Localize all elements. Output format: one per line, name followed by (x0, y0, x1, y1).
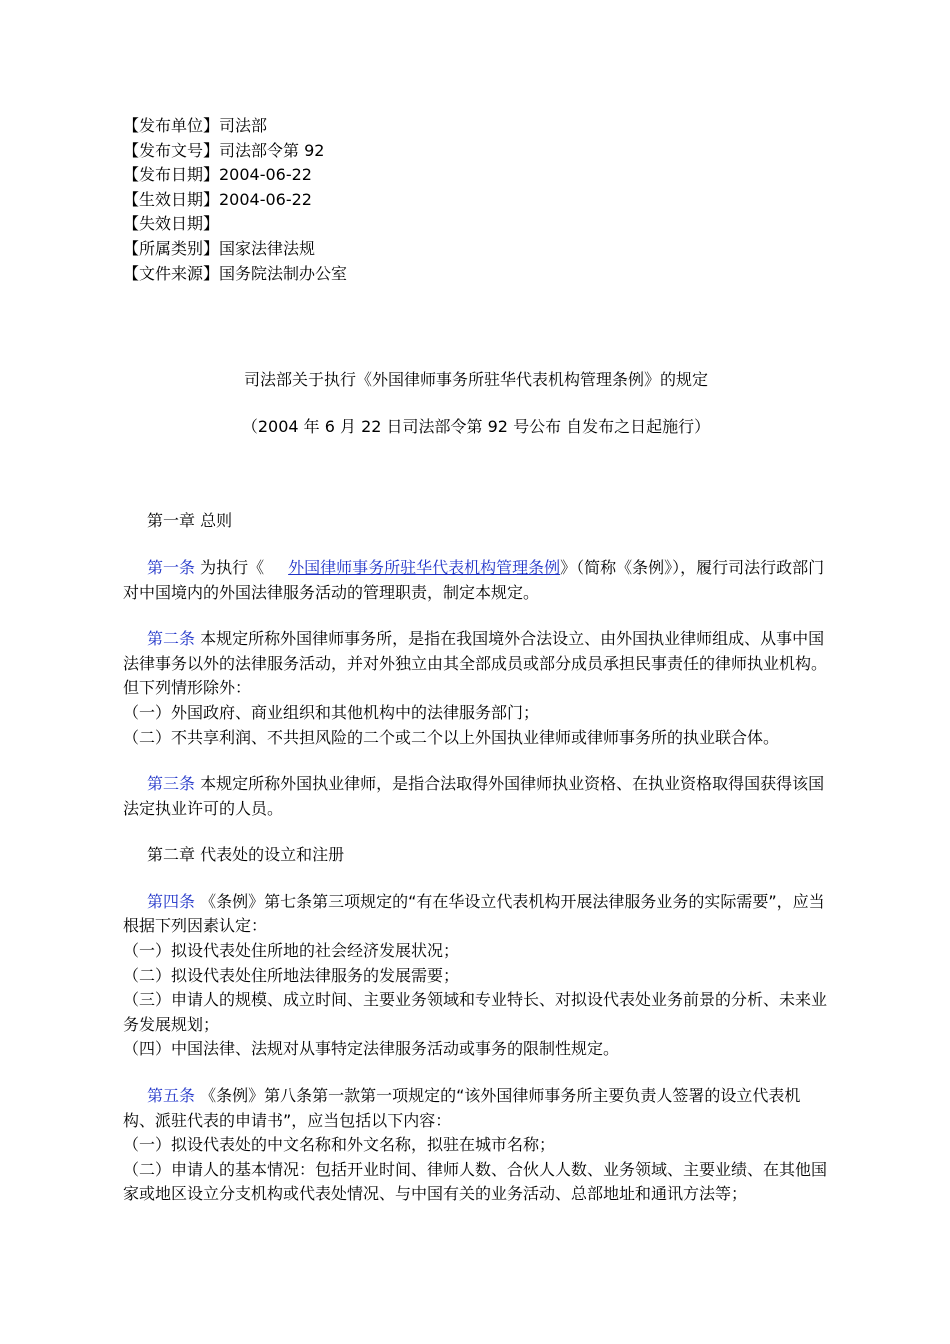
article-1 (123, 556, 829, 605)
article-2-item: （一）外国政府、商业组织和其他机构中的法律服务部门； (123, 702, 540, 722)
meta-expiry-date: 【失效日期】 (123, 214, 220, 234)
meta-publish-date: 【发布日期】2004-06-22 (123, 165, 312, 185)
article-3 (123, 772, 829, 821)
article-4 (123, 890, 829, 939)
article-2-label[interactable]: 第二条 (147, 629, 196, 649)
document-title: 司法部关于执行《外国律师事务所驻华代表机构管理条例》的规定 (243, 370, 708, 390)
document-subtitle: （2004 年 6 月 22 日司法部令第 92 号公布 自发布之日起施行） (241, 416, 711, 436)
article-4-item: （一）拟设代表处住所地的社会经济发展状况； (123, 941, 460, 961)
chapter-heading-1: 第一章 总则 (147, 511, 233, 531)
regulation-link[interactable]: 外国律师事务所驻华代表机构管理条例 (288, 557, 561, 577)
article-4-item: （二）拟设代表处住所地法律服务的发展需要； (123, 965, 460, 985)
meta-doc-number: 【发布文号】司法部令第 92 (123, 140, 325, 160)
article-4-item: （四）中国法律、法规对从事特定法律服务活动或事务的限制性规定。 (123, 1039, 620, 1059)
metadata-block (123, 114, 829, 286)
article-3-text: 本规定所称外国执业律师，是指合法取得外国律师执业资格、在执业资格取得国获得该国法定执业许可的人员。 (123, 774, 825, 818)
article-5-item: （一）拟设代表处的中文名称和外文名称，拟驻在城市名称； (123, 1135, 556, 1155)
article-4-item: （三）申请人的规模、成立时间、主要业务领域和专业特长、对拟设代表处业务前景的分析、未来业务发展规划； (123, 990, 828, 1034)
meta-category: 【所属类别】国家法律法规 (123, 238, 316, 258)
article-1-label[interactable]: 第一条 (147, 557, 196, 577)
article-2-text: 本规定所称外国律师事务所，是指在我国境外合法设立、由外国执业律师组成、从事中国法律事务以外的法律服务活动，并对外独立由其全部成员或部分成员承担民事责任的律师执业机构。但下列情形除外： (123, 629, 828, 698)
article-1-text-post: 》（简称《条例》），履行司法行政部门对中国境内的外国法律服务活动的管理职责，制定本规定。 (123, 557, 825, 602)
article-1-text-pre: 为执行《 (195, 557, 265, 577)
article-5-label[interactable]: 第五条 (147, 1086, 196, 1106)
article-2-item: （二）不共享利润、不共担风险的二个或二个以上外国执业律师或律师事务所的执业联合体。 (123, 727, 780, 747)
chapter-heading-2: 第二章 代表处的设立和注册 (147, 845, 345, 865)
article-5 (123, 1084, 829, 1133)
article-3-label[interactable]: 第三条 (147, 774, 196, 794)
meta-source: 【文件来源】国务院法制办公室 (123, 263, 348, 283)
meta-effective-date: 【生效日期】2004-06-22 (123, 189, 312, 209)
meta-issuer: 【发布单位】司法部 (123, 116, 268, 135)
article-5-item: （二）申请人的基本情况：包括开业时间、律师人数、合伙人人数、业务领域、主要业绩、在其他国家或地区设立分支机构或代表处情况、与中国有关的业务活动、总部地址和通讯方法等； (123, 1159, 828, 1204)
article-2 (123, 627, 829, 701)
document-page (123, 114, 829, 1207)
article-4-label[interactable]: 第四条 (147, 891, 196, 911)
article-5-text: 《条例》第八条第一款第一项规定的“该外国律师事务所主要负责人签署的设立代表机构、派驻代表的申请书”，应当包括以下内容： (123, 1086, 801, 1130)
article-4-text: 《条例》第七条第三项规定的“有在华设立代表机构开展法律服务业务的实际需要”，应当根据下列因素认定： (123, 891, 825, 936)
